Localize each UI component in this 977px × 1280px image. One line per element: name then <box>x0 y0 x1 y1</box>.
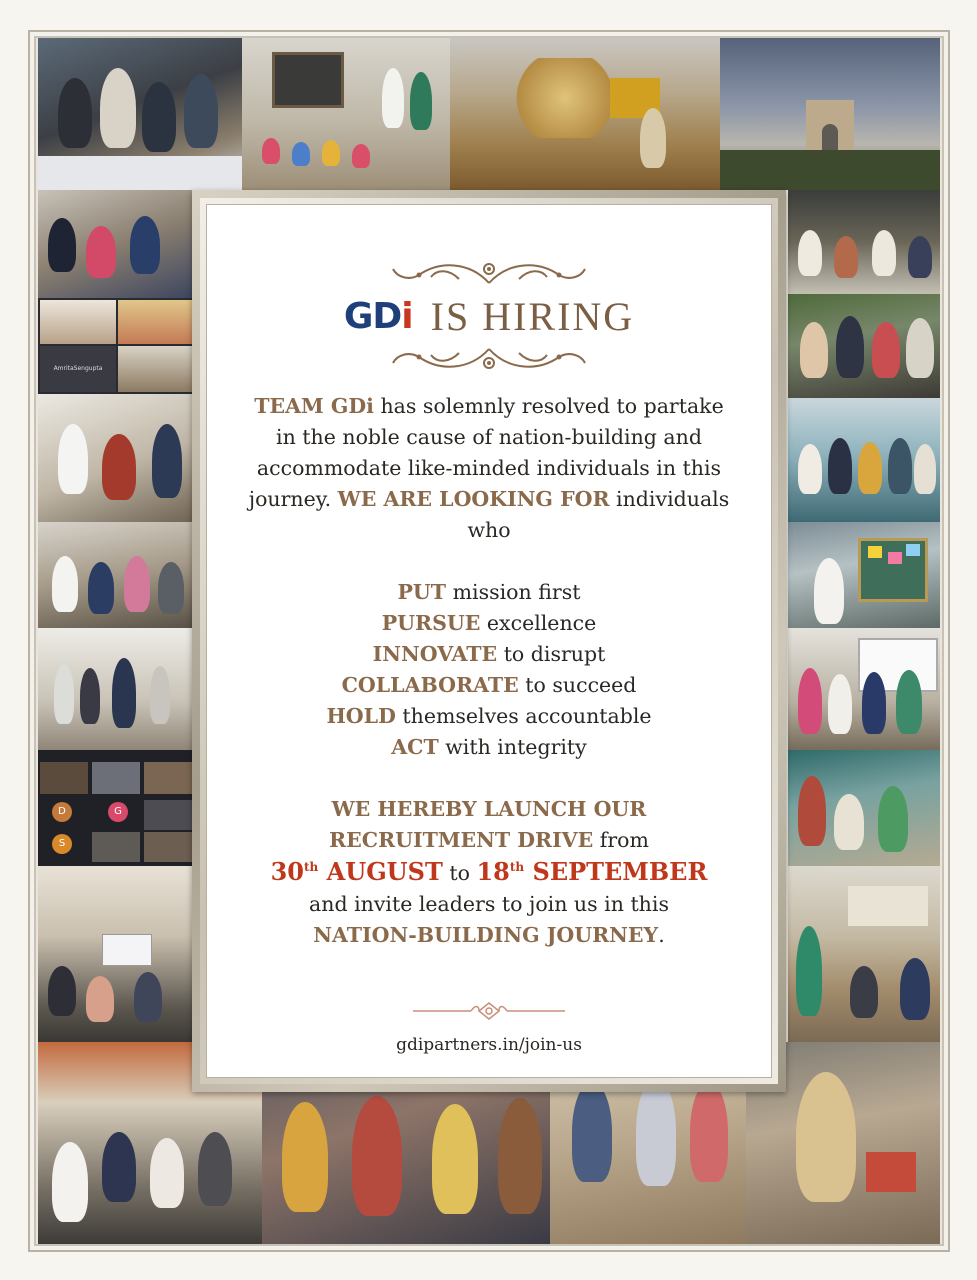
hiring-card-inner-frame <box>200 198 778 1084</box>
ornament-top-icon <box>389 257 589 287</box>
avatar-s: S <box>52 834 72 854</box>
value-text: with integrity <box>438 735 587 759</box>
photo-train-journey <box>788 398 940 522</box>
value-text: mission first <box>446 580 581 604</box>
photo-activity-group <box>788 750 940 866</box>
divider-ornament-icon <box>409 1001 569 1021</box>
avatar-d: D <box>52 802 72 822</box>
photo-training-session <box>38 628 196 750</box>
intro-keyword-looking: WE ARE LOOKING FOR <box>337 487 610 511</box>
value-text: excellence <box>480 611 597 635</box>
launch-text-from: from <box>593 828 649 852</box>
intro-paragraph <box>247 391 731 546</box>
photo-office-meeting <box>38 394 196 522</box>
value-text: themselves accountable <box>395 704 652 728</box>
join-url[interactable]: gdipartners.in/join-us <box>396 1035 582 1055</box>
headline <box>207 293 771 340</box>
value-item <box>247 608 731 639</box>
photo-india-gate <box>720 38 940 190</box>
dates-to: to <box>442 861 477 885</box>
value-item <box>247 670 731 701</box>
photo-harvest <box>450 38 720 190</box>
photo-workshop <box>38 522 196 628</box>
value-keyword: PUT <box>397 580 447 604</box>
launch-period: . <box>658 923 665 947</box>
launch-keyword: WE HEREBY LAUNCH OUR RECRUITMENT DRIVE <box>329 797 647 852</box>
value-keyword: HOLD <box>326 704 396 728</box>
start-month: AUGUST <box>318 857 443 886</box>
hiring-card-frame <box>192 190 786 1092</box>
start-day: 30 <box>270 857 304 886</box>
value-keyword: COLLABORATE <box>341 673 519 697</box>
photo-video-call <box>38 298 196 394</box>
logo-letter-i: i <box>401 295 413 337</box>
photo-exhibition-visit <box>38 38 242 190</box>
photo-group-discussion-seated <box>788 190 940 294</box>
value-item <box>247 577 731 608</box>
photo-video-conference-grid <box>38 750 196 866</box>
photo-whiteboard-team <box>788 628 940 750</box>
logo-letter-g: G <box>343 295 373 337</box>
intro-text-1: has solemnly resolved to partake in the noble cause of nation-building and accommodate like-minded individuals in this journey. <box>248 394 724 511</box>
value-keyword: INNOVATE <box>372 642 498 666</box>
photo-team-selfie <box>788 294 940 398</box>
video-call-name: AmritaSengupta <box>40 346 116 392</box>
end-day-suffix: th <box>509 860 525 874</box>
gdi-logo <box>343 295 413 337</box>
body-text <box>247 391 731 951</box>
drive-dates <box>247 856 731 889</box>
launch-text-invite: and invite leaders to join us in this <box>309 892 669 916</box>
avatar-g: G <box>108 802 128 822</box>
end-month: SEPTEMBER <box>524 857 708 886</box>
end-day: 18 <box>476 857 510 886</box>
value-item <box>247 701 731 732</box>
photo-presentation-room <box>38 866 196 1042</box>
photo-consultation <box>38 190 196 298</box>
page-title: IS HIRING <box>430 294 635 339</box>
value-text: to succeed <box>518 673 637 697</box>
ornament-bottom-icon <box>389 345 589 375</box>
intro-keyword-team: TEAM GDi <box>254 394 374 418</box>
value-keyword: ACT <box>391 735 439 759</box>
launch-paragraph <box>247 794 731 951</box>
value-item <box>247 732 731 763</box>
hiring-card <box>206 204 772 1078</box>
value-text: to disrupt <box>497 642 606 666</box>
launch-keyword-journey: NATION-BUILDING JOURNEY <box>313 923 659 947</box>
intro-text-2: individuals who <box>467 487 730 542</box>
photo-rooftop-music <box>788 866 940 1042</box>
start-day-suffix: th <box>304 860 319 874</box>
logo-letter-d: D <box>372 295 402 337</box>
photo-sticky-notes <box>788 522 940 628</box>
photo-classroom-children <box>242 38 450 190</box>
values-list <box>247 577 731 763</box>
value-item <box>247 639 731 670</box>
value-keyword: PURSUE <box>381 611 481 635</box>
